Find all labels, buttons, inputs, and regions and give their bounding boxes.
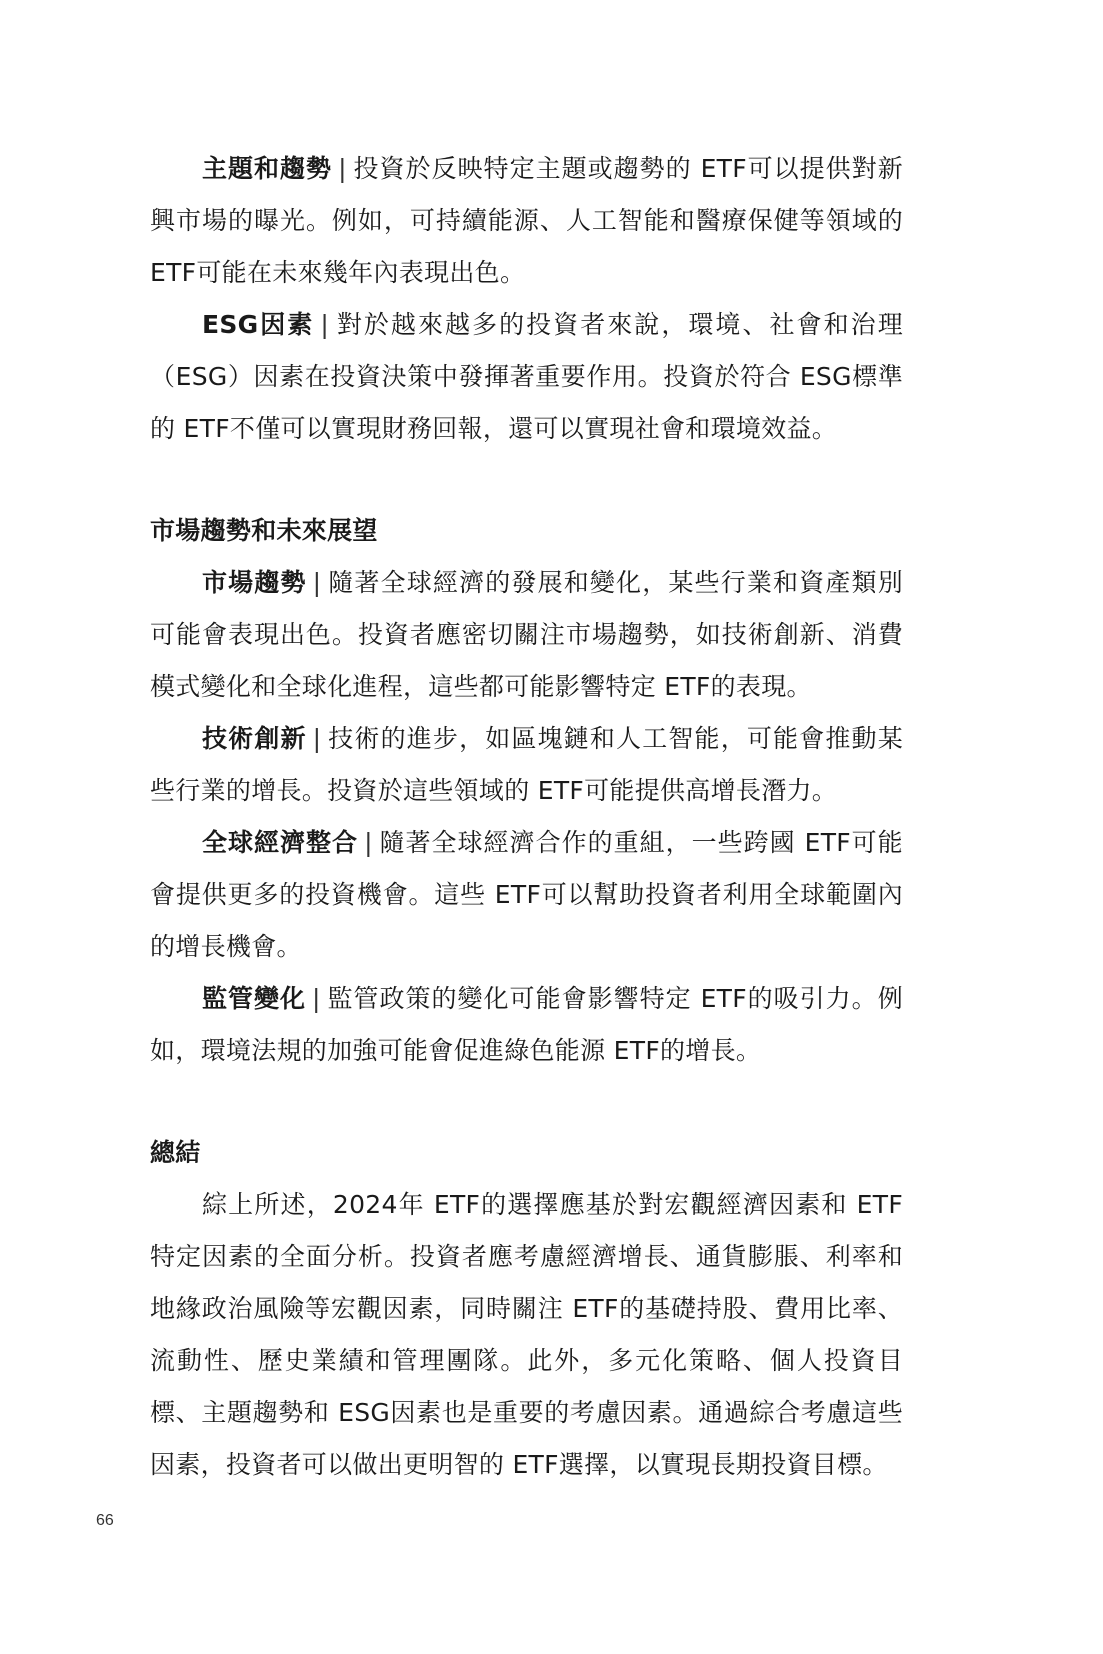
page-number: 66 [96,1512,114,1529]
paragraph-lead: 監管變化 [202,984,307,1013]
section-title-market: 市場趨勢和未來展望 [150,516,378,545]
paragraph-text: 對於越來越多的投資者來說，環境、社會和治理（ESG）因素在投資決策中發揮著重要作用。投資於符合 ESG標準的 ETF不僅可以實現財務回報，還可以實現社會和環境效益。 [150,310,903,443]
paragraph-text: 隨著全球經濟的發展和變化，某些行業和資產類別可能會表現出色。投資者應密切關注市場趨勢，如技術創新、消費模式變化和全球化進程，這些都可能影響特定 ETF的表現。 [150,568,903,701]
paragraph-theme-trend [150,143,903,299]
section-title-summary: 總結 [150,1138,201,1167]
paragraph-lead: 主題和趨勢 [202,154,333,183]
paragraph-esg [150,299,903,455]
paragraph-market-trend [150,557,903,713]
paragraph-lead: ESG因素 [202,310,315,339]
paragraph-regulatory-change [150,973,903,1077]
section-gap [150,1077,903,1127]
separator-bar: | [320,310,330,339]
paragraph-text: 技術的進步，如區塊鏈和人工智能，可能會推動某些行業的增長。投資於這些領域的 ETF可能提供高增長潛力。 [150,724,903,805]
paragraph-lead: 市場趨勢 [202,568,307,597]
paragraph-lead: 全球經濟整合 [202,828,359,857]
section-gap [150,455,903,505]
paragraph-tech-innovation [150,713,903,817]
paragraph-lead: 技術創新 [202,724,307,753]
separator-bar: | [338,154,347,183]
paragraph-text: 隨著全球經濟合作的重組，一些跨國 ETF可能會提供更多的投資機會。這些 ETF可以幫助投資者利用全球範圍內的增長機會。 [150,828,903,961]
paragraph-summary: 綜上所述，2024年 ETF的選擇應基於對宏觀經濟因素和 ETF特定因素的全面分析。投資者應考慮經濟增長、通貨膨脹、利率和地緣政治風險等宏觀因素，同時關注 ETF的基礎持股、費用比率、流動性、歷史業績和管理團隊。此外，多元化策略、個人投資目標、主題趨勢和 ESG因素也是重要的考慮因素。通過綜合考慮這些因素，投資者可以做出更明智的 ETF選擇，以實現長期投資目標。 [150,1190,903,1479]
separator-bar: | [312,568,322,597]
paragraph-text: 投資於反映特定主題或趨勢的 ETF可以提供對新興市場的曝光。例如，可持續能源、人工智能和醫療保健等領域的 ETF可能在未來幾年內表現出色。 [150,154,903,287]
page-content [150,143,903,1491]
separator-bar: | [364,828,373,857]
paragraph-text: 監管政策的變化可能會影響特定 ETF的吸引力。例如，環境法規的加強可能會促進綠色能源 ETF的增長。 [150,984,903,1065]
separator-bar: | [312,984,321,1013]
separator-bar: | [312,724,322,753]
paragraph-global-integration [150,817,903,973]
